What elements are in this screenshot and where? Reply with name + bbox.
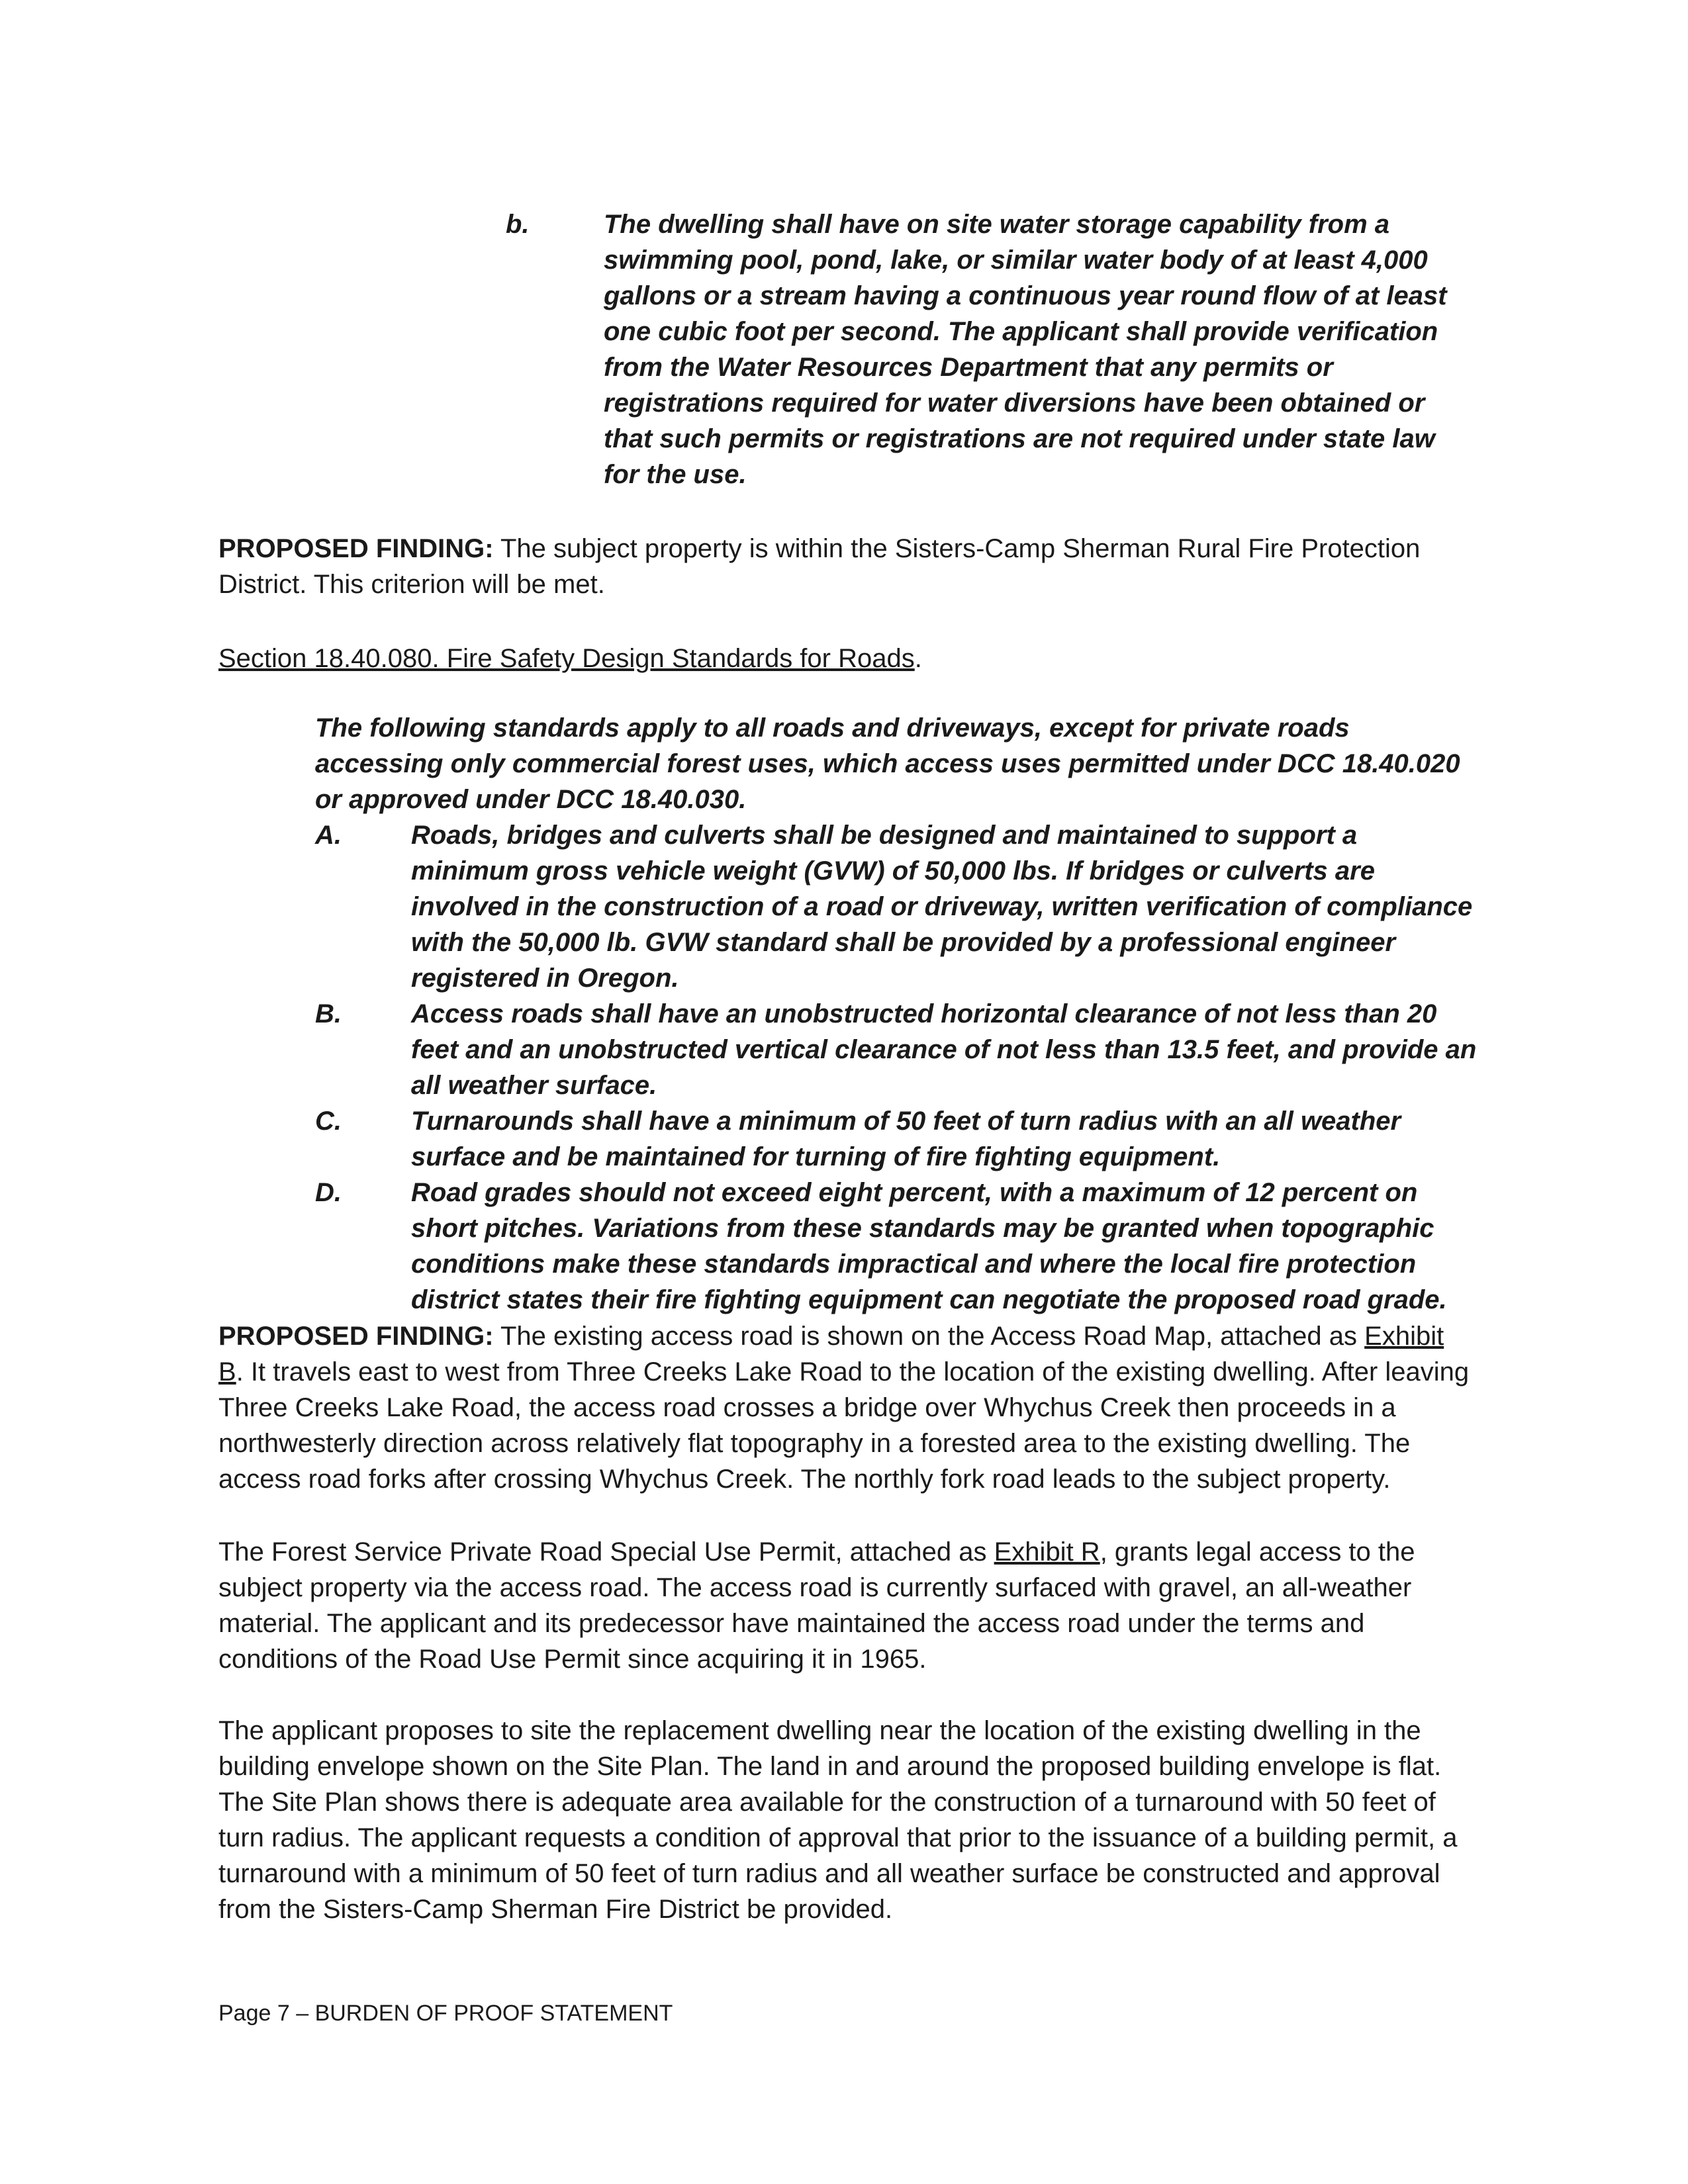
standard-a [315, 817, 1480, 996]
finding-text-continued: . It travels east to west from Three Creeks Lake Road to the location of the existing dwelling. After leaving Three Creeks Lake Road, the access road crosses a bridge over Whychus Creek then proceeds in a northwesterly direction across relatively flat topography in a forested area to the existing dwelling. The access road forks after crossing Whychus Creek. The northly fork road leads to the subject property. [218, 1357, 1470, 1494]
finding-text: The existing access road is shown on the Access Road Map, attached as [493, 1322, 1365, 1351]
standard-text: Road grades should not exceed eight percent, with a maximum of 12 percent on short pitches. Variations from these standards may be granted when topographic conditions make these standards impractical and where the local fire protection district states their fire fighting equipment can negotiate the proposed road grade. [411, 1178, 1447, 1314]
standard-text: Access roads shall have an unobstructed horizontal clearance of not less than 20 feet and an unobstructed vertical clearance of not less than 13.5 feet, and provide an all weather surface. [411, 999, 1477, 1100]
standard-letter: B. [315, 999, 342, 1028]
exhibit-r-reference: Exhibit R [994, 1537, 1100, 1567]
paragraph-text: The Forest Service Private Road Special Use Permit, attached as [218, 1537, 994, 1567]
criterion-item-b [506, 206, 1485, 492]
standard-text: Roads, bridges and culverts shall be designed and maintained to support a minimum gross vehicle weight (GVW) of 50,000 lbs. If bridges or culverts are involved in the construction of a road or driveway, written verification of compliance with the 50,000 lb. GVW standard shall be provided by a professional engineer registered in Oregon. [411, 821, 1473, 993]
standards-intro: The following standards apply to all roads and driveways, except for private roads accessing only commercial forest uses, which access uses permitted under DCC 18.40.020 or approved under DCC 18.40.030. [315, 713, 1460, 814]
item-b-text: The dwelling shall have on site water storage capability from a swimming pool, pond, lake, or similar water body of at least 4,000 gallons or a stream having a continuous year round flow of at least one cubic foot per second. The applicant shall provide verification from the Water Resources Department that any permits or registrations required for water diversions have been obtained or that such permits or registrations are not required under state law for the use. [604, 210, 1447, 489]
section-title-period: . [914, 644, 922, 673]
item-marker: b. [506, 210, 530, 239]
finding-label: PROPOSED FINDING: [218, 534, 494, 563]
page-footer: Page 7 – BURDEN OF PROOF STATEMENT [218, 2001, 673, 2026]
section-heading [218, 641, 1476, 676]
standard-letter: C. [315, 1107, 342, 1136]
finding-label: PROPOSED FINDING: [218, 1322, 494, 1351]
standard-c [315, 1103, 1480, 1175]
finding-text: The subject property is within the Sisters-Camp Sherman Rural Fire Protection District. This criterion will be met. [218, 534, 1421, 599]
standard-letter: A. [315, 821, 342, 850]
standard-d [315, 1175, 1480, 1318]
exhibit-b-reference: Exhibit B [218, 1322, 1444, 1387]
turnaround-paragraph: The applicant proposes to site the replacement dwelling near the location of the existing dwelling in the building envelope shown on the Site Plan. The land in and around the proposed building envelope is flat. The Site Plan shows there is adequate area available for the construction of a turnaround with 50 feet of turn radius. The applicant requests a condition of approval that prior to the issuance of a building permit, a turnaround with a minimum of 50 feet of turn radius and all weather surface be constructed and approval from the Sisters-Camp Sherman Fire District be provided. [218, 1716, 1458, 1924]
section-title: Section 18.40.080. Fire Safety Design Standards for Roads [218, 644, 915, 673]
permit-paragraph [218, 1534, 1476, 1677]
paragraph-text-continued: , grants legal access to the subject property via the access road. The access road is currently surfaced with gravel, an all-weather material. The applicant and its predecessor have maintained the access road under the terms and conditions of the Road Use Permit since acquiring it in 1965. [218, 1537, 1415, 1674]
proposed-finding-water [218, 531, 1476, 602]
standard-text: Turnarounds shall have a minimum of 50 feet of turn radius with an all weather surface and be maintained for turning of fire fighting equipment. [411, 1107, 1401, 1171]
standard-b [315, 996, 1480, 1103]
standard-letter: D. [315, 1178, 342, 1207]
standards-list [315, 817, 1480, 1318]
proposed-finding-roads [218, 1318, 1476, 1497]
